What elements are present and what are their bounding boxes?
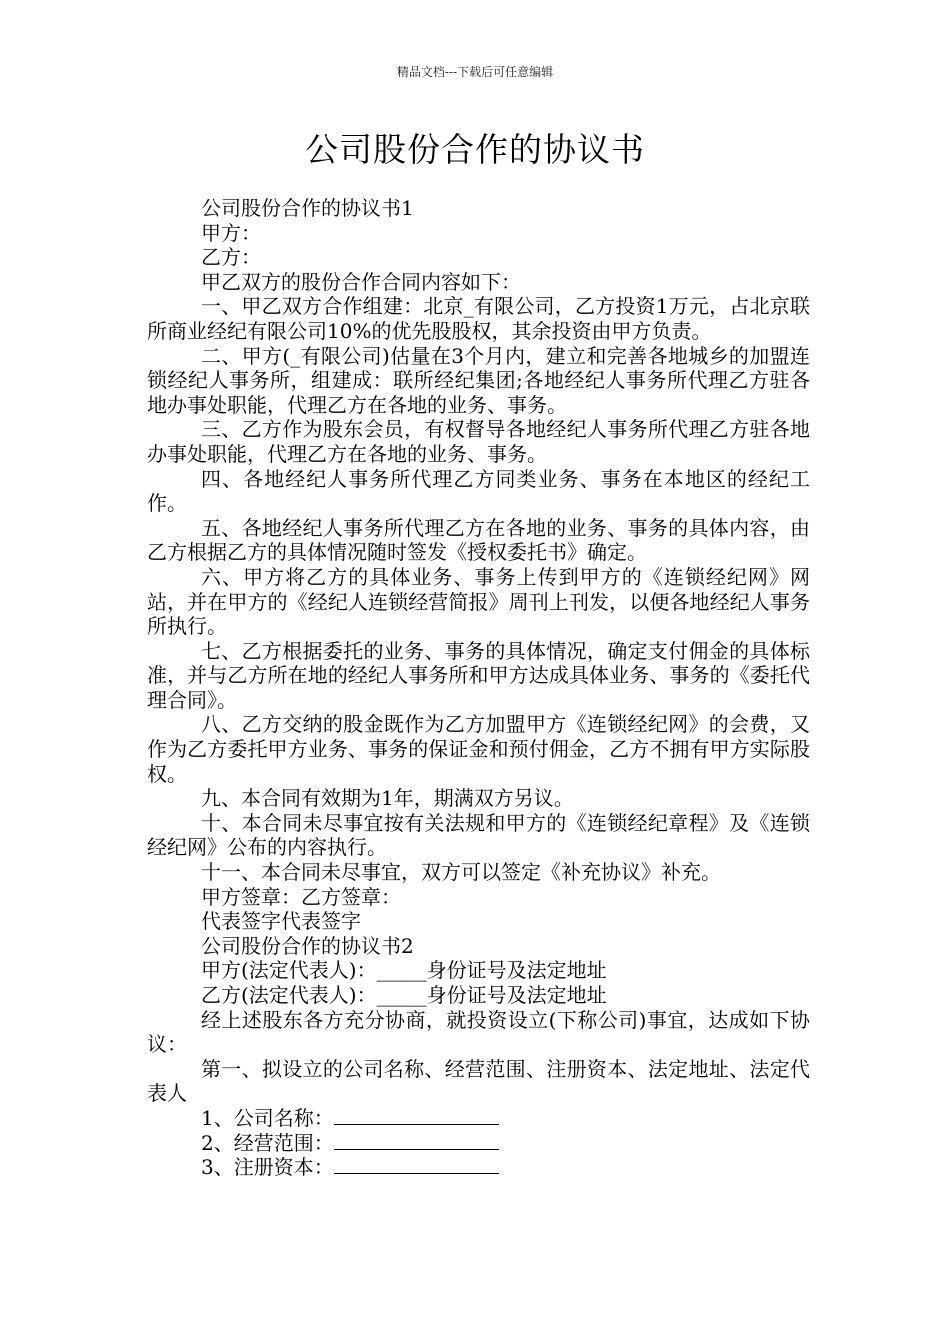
- paragraph: 九、本合同有效期为1年，期满双方另议。: [201, 786, 574, 811]
- paragraph: 二、甲方(_有限公司)估量在3个月内，建立和完善各地城乡的加盟连锁经纪人事务所，组建成：联所经纪集团;各地经纪人事务所代理乙方驻各地办事处职能，代理乙方在各地的业务、事务。: [147, 343, 810, 417]
- blank-line: [334, 1155, 499, 1174]
- paragraph: 四、各地经纪人事务所代理乙方同类业务、事务在本地区的经纪工作。: [147, 466, 810, 516]
- paragraph: 十、本合同未尽事宜按有关法规和甲方的《连锁经纪章程》及《连锁经纪网》公布的内容执行。: [147, 810, 810, 860]
- paragraph: 公司股份合作的协议书1: [201, 196, 414, 220]
- document-body: [147, 196, 810, 1180]
- paragraph: 七、乙方根据委托的业务、事务的具体情况，确定支付佣金的具体标准，并与乙方所在地的经纪人事务所和甲方达成具体业务、事务的《委托代理合同》。: [147, 638, 810, 712]
- field-label: 1、公司名称：: [201, 1105, 334, 1130]
- paragraph: 甲方：: [201, 220, 261, 245]
- form-field-registered-capital: [147, 1155, 810, 1180]
- paragraph: 甲方(法定代表人)：_____身份证号及法定地址: [201, 958, 607, 983]
- blank-line: [334, 1131, 499, 1150]
- paragraph: 乙方(法定代表人)：_____身份证号及法定地址: [201, 983, 607, 1007]
- paragraph: 三、乙方作为股东会员，有权督导各地经纪人事务所代理乙方驻各地办事处职能，代理乙方在各地的业务、事务。: [147, 417, 810, 466]
- form-field-business-scope: [147, 1131, 810, 1156]
- paragraph: 六、甲方将乙方的具体业务、事务上传到甲方的《连锁经纪网》网站，并在甲方的《经纪人连锁经营简报》周刊上刊发，以便各地经纪人事务所执行。: [147, 564, 810, 639]
- paragraph: 经上述股东各方充分协商，就投资设立(下称公司)事宜，达成如下协议：: [147, 1007, 810, 1057]
- paragraph: 十一、本合同未尽事宜，双方可以签定《补充协议》补充。: [201, 860, 721, 885]
- paragraph: 乙方：: [201, 245, 261, 270]
- field-label: 2、经营范围：: [201, 1130, 334, 1155]
- paragraph: 八、乙方交纳的股金既作为乙方加盟甲方《连锁经纪网》的会费，又作为乙方委托甲方业务、事务的保证金和预付佣金，乙方不拥有甲方实际股权。: [147, 712, 810, 786]
- blank-line: [334, 1106, 499, 1125]
- document-title: 公司股份合作的协议书: [305, 130, 645, 169]
- paragraph: 五、各地经纪人事务所代理乙方在各地的业务、事务的具体内容，由乙方根据乙方的具体情况随时签发《授权委托书》确定。: [147, 515, 810, 565]
- field-label: 3、注册资本：: [201, 1155, 334, 1180]
- paragraph: 甲方签章：乙方签章：: [201, 884, 401, 909]
- paragraph: 公司股份合作的协议书2: [201, 933, 414, 958]
- paragraph: 第一、拟设立的公司名称、经营范围、注册资本、法定地址、法定代表人: [147, 1056, 810, 1106]
- paragraph: 甲乙双方的股份合作合同内容如下：: [201, 269, 521, 294]
- paragraph: 一、甲乙双方合作组建：北京_有限公司，乙方投资1万元，占北京联所商业经纪有限公司10%的优先股股权，其余投资由甲方负责。: [147, 294, 810, 343]
- paragraph: 代表签字代表签字: [201, 909, 361, 934]
- page-header: 精品文档---下载后可任意编辑: [396, 65, 554, 79]
- form-field-company-name: [147, 1106, 810, 1131]
